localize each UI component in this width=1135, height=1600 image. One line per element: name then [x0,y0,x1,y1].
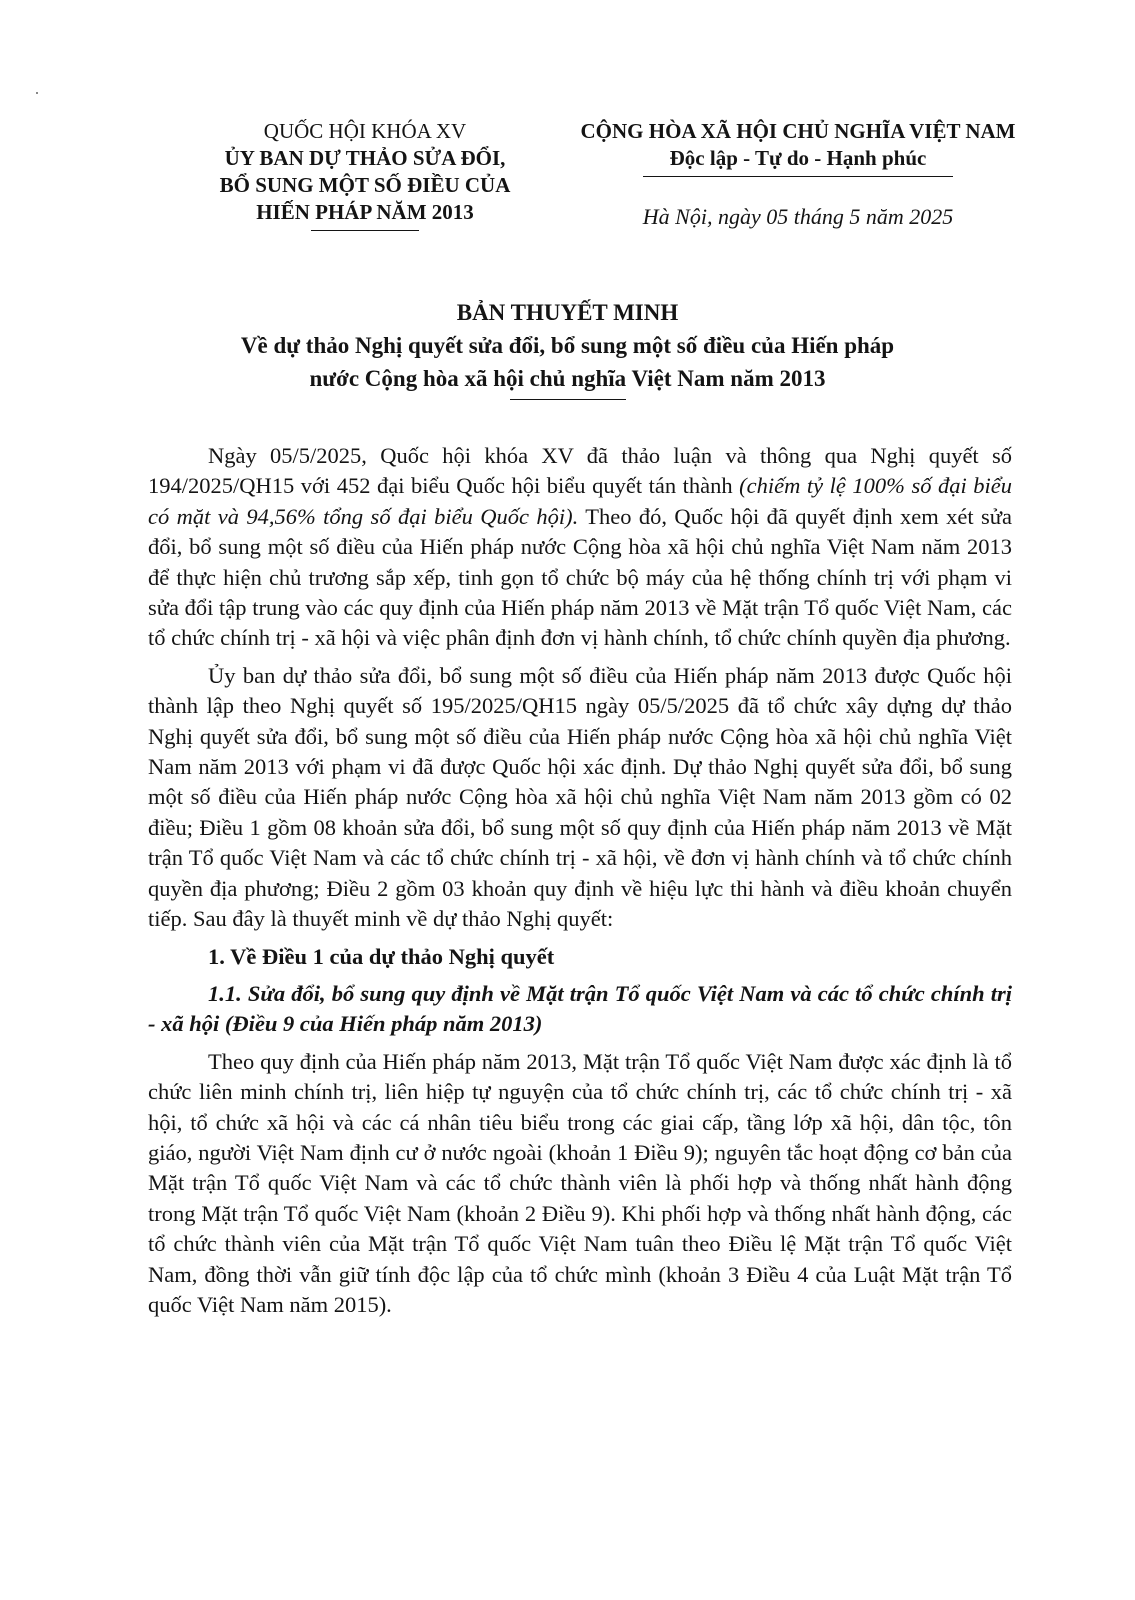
authority-line-4: HIẾN PHÁP NĂM 2013 [256,200,474,224]
section-heading-1: 1. Về Điều 1 của dự thảo Nghị quyết [208,943,555,969]
paragraph-1-text-a: Ngày 05/5/2025, Quốc hội khóa XV đã thảo luận và thông qua Nghị quyết số 194/2025/QH15 với 452 đại biểu Quốc hội biểu quyết tán thành [148,443,1012,499]
paragraph-3: Theo quy định của Hiến pháp năm 2013, Mặt trận Tổ quốc Việt Nam được xác định là tổ chức liên minh chính trị, liên hiệp tự nguyện của tổ chức chính trị, các tổ chức chính trị - xã hội, tổ chức xã hội và các cá nhân tiêu biểu trong các giai cấp, tầng lớp xã hội, dân tộc, tôn giáo, người Việt Nam định cư ở nước ngoài (khoản 1 Điều 9); nguyên tắc hoạt động cơ bản của Mặt trận Tổ quốc Việt Nam và các tổ chức thành viên là phối hợp và thống nhất hành động trong Mặt trận Tổ quốc Việt Nam (khoản 2 Điều 9). Khi phối hợp và thống nhất hành động, các tổ chức thành viên của Mặt trận Tổ quốc Việt Nam tuân theo Điều lệ Mặt trận Tổ quốc Việt Nam, đồng thời vẫn giữ tính độc lập của tổ chức mình (khoản 3 Điều 4 của Luật Mặt trận Tổ quốc Việt Nam năm 2015). [148,1048,1012,1317]
document-title-block [140,296,995,400]
national-motto: Độc lập - Tự do - Hạnh phúc [669,146,927,170]
document-body [148,441,1012,1327]
authority-line-3: BỔ SUNG MỘT SỐ ĐIỀU CỦA [219,173,511,197]
title-underline [510,399,626,400]
national-name: CỘNG HÒA XÃ HỘI CHỦ NGHĨA VIỆT NAM [580,119,1016,143]
authority-line-1: QUỐC HỘI KHÓA XV [263,119,467,143]
paragraph-2: Ủy ban dự thảo sửa đổi, bổ sung một số điều của Hiến pháp năm 2013 được Quốc hội thành lập theo Nghị quyết số 195/2025/QH15 ngày 05/5/2025 đã tổ chức xây dựng dự thảo Nghị quyết sửa đổi, bổ sung một số điều của Hiến pháp nước Cộng hòa xã hội chủ nghĩa Việt Nam năm 2013 với phạm vi đã được Quốc hội xác định. Dự thảo Nghị quyết sửa đổi, bổ sung một số điều của Hiến pháp nước Cộng hòa xã hội chủ nghĩa Việt Nam năm 2013 gồm có 02 điều; Điều 1 gồm 08 khoản sửa đổi, bổ sung một số quy định của Hiến pháp năm 2013 về Mặt trận Tổ quốc Việt Nam và các tổ chức chính trị - xã hội, về đơn vị hành chính và tổ chức chính quyền địa phương; Điều 2 gồm 03 khoản quy định về hiệu lực thi hành và điều khoản chuyển tiếp. Sau đây là thuyết minh về dự thảo Nghị quyết: [148,662,1012,932]
paragraph-1 [148,441,1012,654]
document-date: Hà Nội, ngày 05 tháng 5 năm 2025 [642,204,954,229]
subsection-heading-1-1: 1.1. Sửa đổi, bổ sung quy định về Mặt trận Tổ quốc Việt Nam và các tổ chức chính trị - xã hội (Điều 9 của Hiến pháp năm 2013) [148,980,1012,1037]
document-subtitle-line-1: Về dự thảo Nghị quyết sửa đổi, bổ sung một số điều của Hiến pháp [240,333,895,358]
motto-underline [643,176,953,177]
scan-speck [36,92,38,94]
issuing-authority-block [200,118,530,231]
document-subtitle-line-2: nước Cộng hòa xã hội chủ nghĩa Việt Nam năm 2013 [309,366,826,391]
document-title: BẢN THUYẾT MINH [456,300,679,325]
authority-underline [311,230,419,231]
authority-line-2: ỦY BAN DỰ THẢO SỬA ĐỔI, [224,146,506,170]
national-title-block [548,118,1048,177]
paragraph-1-italic: (chiếm tỷ lệ 100% số đại biểu có mặt và 94,56% tổng số đại biểu Quốc hội). [148,473,1012,529]
paragraph-1-text-b: Theo đó, Quốc hội đã quyết định xem xét sửa đổi, bổ sung một số điều của Hiến pháp nước Cộng hòa xã hội chủ nghĩa Việt Nam năm 2013 để thực hiện chủ trương sắp xếp, tinh gọn tổ chức bộ máy của hệ thống chính trị với phạm vi sửa đổi tập trung vào các quy định của Hiến pháp năm 2013 về Mặt trận Tổ quốc Việt Nam, các tổ chức chính trị - xã hội và việc phân định đơn vị hành chính, tổ chức chính quyền địa phương. [148,503,1012,651]
